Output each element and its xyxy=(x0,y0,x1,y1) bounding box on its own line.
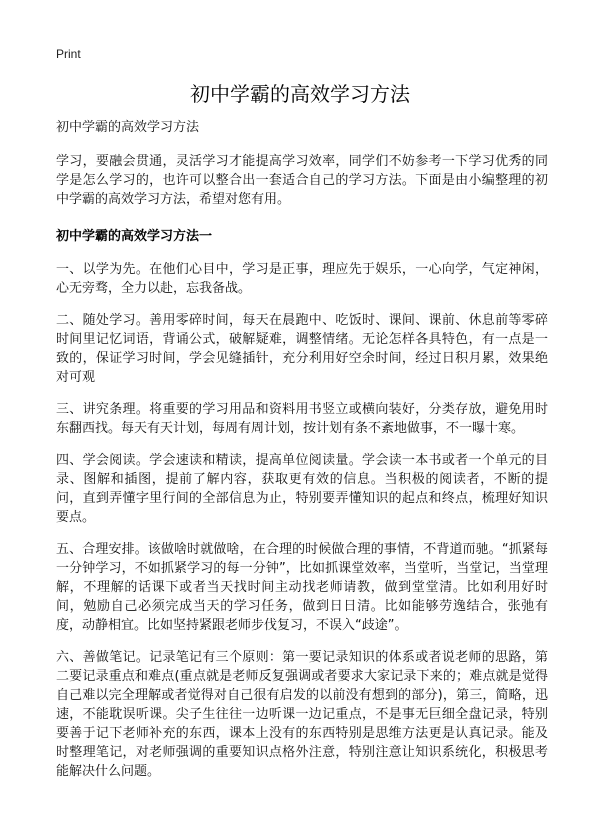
document-title: 初中学霸的高效学习方法 xyxy=(190,82,410,106)
paragraph-5: 五、合理安排。该做啥时就做啥，在合理的时候做合理的事情，不背道而驰。“抓紧每一分钟学习，不如抓紧学习的每一分钟”，比如抓课堂效率，当堂听，当堂记，当堂理解，不理解的话课下或者当天找时间主动找老师请教，做到堂堂清。比如利用好时间，勉励自己必须完成当天的学习任务，做到日日清。比如能够劳逸结合，张弛有度，动静相宜。比如坚持紧跟老师步伐复习，不误入“歧途”。 xyxy=(56,542,548,633)
intro-paragraph: 学习，要融会贯通，灵活学习才能提高学习效率，同学们不妨参考一下学习优秀的同学是怎么学习的，也许可以整合出一套适合自己的学习方法。下面是由小编整理的初中学霸的高效学习方法，希望对您有用。 xyxy=(56,154,548,207)
paragraph-6: 六、善做笔记。记录笔记有三个原则：第一要记录知识的体系或者说老师的思路，第二要记录重点和难点(重点就是老师反复强调或者要求大家记录下来的；难点就是觉得自己难以完全理解或者觉得对自己很有启发的以前没有想到的部分)，第三，简略，迅速，不能耽误听课。尖子生往往一边听课一边记重点，不是事无巨细全盘记录，特别要善于记下老师补充的东西，课本上没有的东西特别是思维方法更是认真记录。能及时整理笔记，对老师强调的重要知识点格外注意，特别注意让知识系统化，积极思考能解决什么问题。 xyxy=(56,650,548,779)
paragraph-2: 二、随处学习。善用零碎时间，每天在晨跑中、吃饭时、课间、课前、休息前等零碎时间里记忆词语，背诵公式，破解疑难，调整情绪。无论怎样各具特色，有一点是一致的，保证学习时间，学会见缝插针，充分利用好空余时间，经过日积月累，效果绝对可观 xyxy=(56,313,548,385)
document-subtitle: 初中学霸的高效学习方法 xyxy=(56,120,200,135)
paragraph-3: 三、讲究条理。将重要的学习用品和资料用书竖立或横向装好，分类存放，避免用时东翻西找。每天有天计划，每周有周计划，按计划有条不紊地做事，不一曝十寒。 xyxy=(56,402,548,436)
print-label: Print xyxy=(56,47,81,61)
paragraph-1: 一、以学为先。在他们心目中，学习是正事，理应先于娱乐，一心向学，气定神闲，心无旁骛，全力以赴，忘我备战。 xyxy=(56,262,548,296)
document-body xyxy=(56,118,548,794)
section-heading: 初中学霸的高效学习方法一 xyxy=(56,229,213,244)
paragraph-4: 四、学会阅读。学会速读和精读，提高单位阅读量。学会读一本书或者一个单元的目录、图解和插图，提前了解内容，获取更有效的信息。当积极的阅读者，不断的提问，直到弄懂字里行间的全部信息为止，特别要弄懂知识的起点和终点，梳理好知识要点。 xyxy=(56,453,548,525)
